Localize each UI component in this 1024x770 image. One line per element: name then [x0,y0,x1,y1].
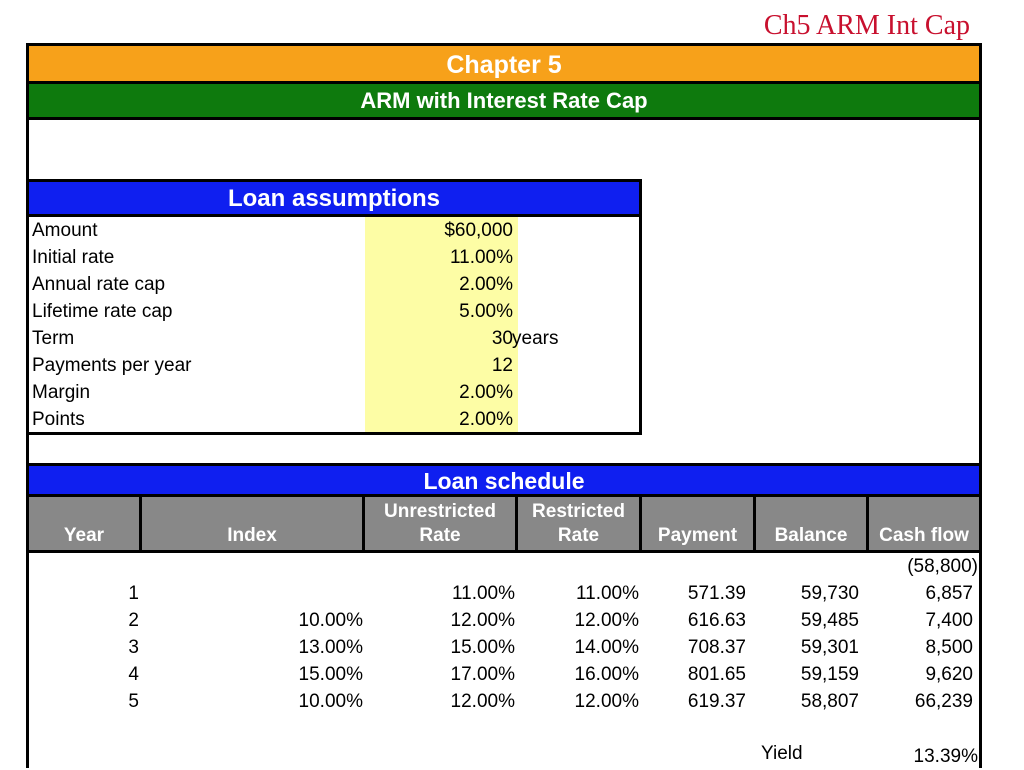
schedule-cell: 12.00% [574,610,639,631]
loan-assumptions-header: Loan assumptions [29,179,639,217]
schedule-cell: 15.00% [298,664,363,685]
column-header [365,497,518,553]
spreadsheet [26,43,982,768]
assumption-row [29,298,639,325]
subtitle-banner: ARM with Interest Rate Cap [29,84,979,120]
schedule-cell: 59,485 [800,610,859,631]
schedule-cell: 17.00% [450,664,515,685]
assumption-value[interactable]: 2.00% [459,409,513,430]
schedule-cell: 3 [128,637,139,658]
column-header-line2: Payment [657,525,738,546]
schedule-cell: 9,620 [925,664,973,685]
assumption-unit: years [512,328,559,349]
schedule-cell: 1 [128,583,139,604]
yield-value: 13.39% [913,746,978,767]
schedule-cell: 10.00% [298,610,363,631]
assumption-row [29,217,639,244]
column-header-line2: Cash flow [879,525,969,546]
schedule-cell: 59,301 [800,637,859,658]
assumption-value[interactable]: 2.00% [459,274,513,295]
slide-title: Ch5 ARM Int Cap [763,10,970,41]
column-header-line1: Unrestricted [384,501,496,522]
chapter-banner: Chapter 5 [29,46,979,84]
schedule-cell: 6,857 [925,583,973,604]
schedule-cell: 12.00% [450,691,515,712]
loan-schedule-header: Loan schedule [29,463,979,497]
assumption-label: Amount [32,220,98,241]
assumption-value[interactable]: 11.00% [449,247,513,268]
schedule-cell: 11.00% [575,583,639,604]
loan-assumptions-table [29,179,642,435]
column-header-line2: Year [63,525,105,546]
assumption-row [29,379,639,406]
column-header [142,497,365,553]
column-header [518,497,642,553]
schedule-cell: 66,239 [914,691,973,712]
schedule-cell: 619.37 [687,691,746,712]
assumption-row [29,352,639,379]
schedule-cell: 616.63 [687,610,746,631]
assumption-row [29,244,639,271]
assumption-label: Initial rate [32,247,115,268]
assumption-row [29,406,639,433]
schedule-cell: 8,500 [925,637,973,658]
column-header [756,497,869,553]
assumption-value[interactable]: 30 [491,328,513,349]
initial-cash-flow: (58,800) [907,556,978,577]
column-header-line2: Balance [774,525,848,546]
assumption-label: Payments per year [32,355,192,376]
column-header [29,497,142,553]
schedule-cell: 14.00% [574,637,639,658]
column-header-line1: Restricted [532,501,625,522]
assumption-value[interactable]: 5.00% [459,301,513,322]
schedule-cell: 10.00% [298,691,363,712]
schedule-cell: 12.00% [450,610,515,631]
assumption-label: Annual rate cap [32,274,166,295]
assumption-label: Margin [32,382,91,403]
schedule-cell: 13.00% [298,637,363,658]
schedule-cell: 4 [128,664,139,685]
schedule-cell: 571.39 [687,583,746,604]
schedule-cell: 15.00% [450,637,515,658]
assumption-value[interactable]: $60,000 [444,220,513,241]
schedule-cell: 58,807 [800,691,859,712]
column-header-line2: Rate [557,525,600,546]
assumption-value[interactable]: 2.00% [459,382,513,403]
schedule-cell: 59,159 [800,664,859,685]
assumption-row [29,325,639,352]
assumption-label: Points [32,409,85,430]
schedule-cell: 2 [128,610,139,631]
schedule-cell: 801.65 [687,664,746,685]
schedule-cell: 708.37 [687,637,746,658]
schedule-cell: 5 [128,691,139,712]
column-header-line2: Rate [419,525,461,546]
schedule-cell: 7,400 [925,610,973,631]
column-header [642,497,756,553]
schedule-cell: 16.00% [574,664,639,685]
assumption-label: Lifetime rate cap [32,301,173,322]
yield-label: Yield [761,743,803,764]
column-header-line2: Index [227,525,277,546]
schedule-cell: 12.00% [574,691,639,712]
schedule-cell: 11.00% [451,583,515,604]
assumption-value[interactable]: 12 [491,355,513,376]
assumption-label: Term [32,328,75,349]
schedule-cell: 59,730 [800,583,859,604]
assumption-row [29,271,639,298]
column-header [869,497,979,553]
